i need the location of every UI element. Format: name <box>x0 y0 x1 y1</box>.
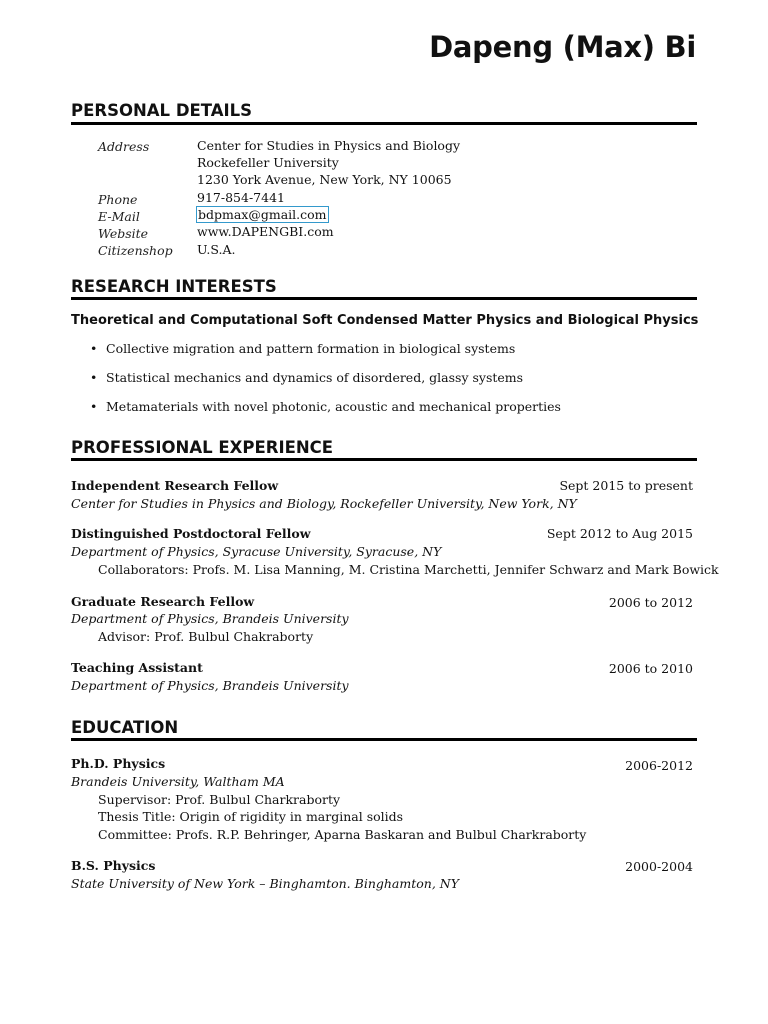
research-heading: Theoretical and Computational Soft Condensed Matter Physics and Biological Physics <box>71 313 699 328</box>
education-date: 2006-2012 <box>625 758 693 773</box>
section-title-professional-experience: PROFESSIONAL EXPERIENCE <box>71 438 334 457</box>
education-detail: Supervisor: Prof. Bulbul Charkraborty <box>98 792 341 807</box>
address-line-1: Center for Studies in Physics and Biology <box>197 138 461 153</box>
experience-institution: Center for Studies in Physics and Biology, Rockefeller University, New York, NY <box>71 496 577 511</box>
experience-institution: Department of Physics, Brandeis University <box>71 611 349 626</box>
experience-institution: Department of Physics, Syracuse University, Syracuse, NY <box>71 544 442 559</box>
education-institution: State University of New York – Binghamton. Binghamton, NY <box>71 876 459 891</box>
website-value: www.DAPENGBI.com <box>197 224 334 239</box>
experience-date: 2006 to 2010 <box>608 661 693 676</box>
experience-title: Graduate Research Fellow <box>71 594 255 609</box>
address-line-3: 1230 York Avenue, New York, NY 10065 <box>197 172 452 187</box>
email-label: E-Mail <box>98 209 140 224</box>
phone-value: 917-854-7441 <box>197 190 285 205</box>
bullet-icon: • <box>90 399 98 414</box>
experience-date: Sept 2012 to Aug 2015 <box>546 526 693 541</box>
bullet-icon: • <box>90 341 98 356</box>
cv-name: Dapeng (Max) Bi <box>429 30 696 64</box>
research-bullet: Statistical mechanics and dynamics of disordered, glassy systems <box>106 370 524 385</box>
address-label: Address <box>98 139 150 154</box>
education-detail: Thesis Title: Origin of rigidity in marginal solids <box>98 809 404 824</box>
experience-detail: Collaborators: Profs. M. Lisa Manning, M. Cristina Marchetti, Jennifer Schwarz and Mark Bowick <box>98 562 719 577</box>
section-title-research-interests: RESEARCH INTERESTS <box>71 277 277 296</box>
citizenship-label: Citizenshop <box>98 243 173 258</box>
bullet-icon: • <box>90 370 98 385</box>
section-title-personal-details: PERSONAL DETAILS <box>71 101 253 120</box>
address-line-2: Rockefeller University <box>197 155 339 170</box>
section-title-education: EDUCATION <box>71 718 179 737</box>
experience-title: Teaching Assistant <box>71 660 203 675</box>
education-title: Ph.D. Physics <box>71 756 166 771</box>
experience-date: Sept 2015 to present <box>559 478 693 493</box>
education-institution: Brandeis University, Waltham MA <box>71 774 285 789</box>
section-rule <box>71 297 697 300</box>
website-label: Website <box>98 226 149 241</box>
section-rule <box>71 122 697 125</box>
experience-title: Independent Research Fellow <box>71 478 279 493</box>
section-rule <box>71 458 697 461</box>
research-bullet: Metamaterials with novel photonic, acoustic and mechanical properties <box>106 399 561 414</box>
education-detail: Committee: Profs. R.P. Behringer, Aparna Baskaran and Bulbul Charkraborty <box>98 827 587 842</box>
education-title: B.S. Physics <box>71 858 156 873</box>
experience-detail: Advisor: Prof. Bulbul Chakraborty <box>98 629 314 644</box>
education-date: 2000-2004 <box>625 859 693 874</box>
experience-date: 2006 to 2012 <box>608 595 693 610</box>
email-link[interactable]: bdpmax@gmail.com <box>198 207 327 222</box>
research-bullet: Collective migration and pattern formation in biological systems <box>106 341 516 356</box>
experience-title: Distinguished Postdoctoral Fellow <box>71 526 311 541</box>
phone-label: Phone <box>98 192 138 207</box>
citizenship-value: U.S.A. <box>197 242 236 257</box>
experience-institution: Department of Physics, Brandeis University <box>71 678 349 693</box>
section-rule <box>71 738 697 741</box>
